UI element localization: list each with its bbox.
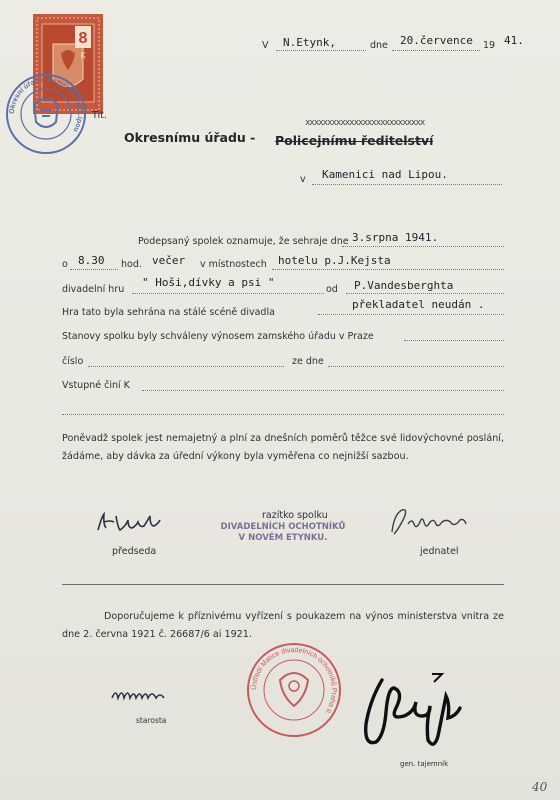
play-date-value: 3.srpna 1941. xyxy=(352,231,439,244)
extra-underline xyxy=(62,414,504,415)
admission-underline xyxy=(142,390,504,391)
society-stamp xyxy=(218,522,348,544)
location-value: Kamenici nad Lipou. xyxy=(322,168,448,181)
translator-value: překladatel neudán . xyxy=(352,298,485,311)
stamp-label: razítko spolku xyxy=(262,510,328,521)
revenue-value: 8 xyxy=(78,30,88,47)
author-underline xyxy=(346,293,504,294)
year-value: 41. xyxy=(504,34,524,47)
statutes-line: Stanovy spolku byly schváleny výnosem zamského úřadu v Praze xyxy=(62,331,374,342)
year-prefix: 19 xyxy=(483,40,496,51)
play-title-value: " Hoši,dívky a psi " xyxy=(142,276,275,289)
location-underline xyxy=(312,184,502,185)
date-prefix: dne xyxy=(370,40,388,51)
play-date-underline xyxy=(342,246,504,247)
venue-underline xyxy=(272,269,504,270)
revenue-currency: K xyxy=(80,51,86,60)
secretary-signature-icon xyxy=(384,502,494,542)
intro-text: Podepsaný spolek oznamuje, že sehraje dne xyxy=(138,236,349,247)
author-label: od xyxy=(326,284,338,295)
society-stamp-line2: V NOVÉM ETYNKU. xyxy=(238,533,328,543)
date-label: ze dne xyxy=(292,356,324,367)
time-underline xyxy=(70,269,118,270)
author-value: P.Vandesberghta xyxy=(354,279,454,292)
number-underline xyxy=(88,366,284,367)
stage-underline xyxy=(318,314,504,315)
round-red-stamp-icon xyxy=(244,640,344,740)
number-label: číslo xyxy=(62,356,84,367)
secretary-general-signature-icon xyxy=(352,660,492,760)
society-stamp-line1: DIVADELNÍCH OCHOTNÍKŮ xyxy=(220,522,346,532)
recommendation-paragraph: Doporučujeme k příznivému vyřízení s poukazem na výnos ministerstva vnitra ze dne 2. června 1921 č. 26687/6 ai 1921. xyxy=(62,611,504,640)
chair-signature-icon xyxy=(94,510,174,536)
time-prefix: o xyxy=(62,259,68,270)
play-title-underline xyxy=(132,293,324,294)
police-directorate-label: Policejnímu ředitelství xyxy=(275,133,434,148)
play-label: divadelní hru xyxy=(62,284,125,295)
time-of-day-value: večer xyxy=(152,254,186,267)
hour-label: hod. xyxy=(121,259,142,270)
secretary-general-label: gen. tajemník xyxy=(400,760,449,768)
date-value: 20.července xyxy=(400,34,473,47)
chair-label: předseda xyxy=(112,546,157,557)
section-divider xyxy=(62,584,504,585)
location-prefix: v xyxy=(300,174,306,185)
mayor-signature-icon xyxy=(108,684,178,704)
statutes-underline xyxy=(404,340,504,341)
crossed-out-marks: xxxxxxxxxxxxxxxxxxxxxxxxxxx xyxy=(305,118,425,128)
secretary-label: jednatel xyxy=(420,546,459,557)
date-underline xyxy=(392,50,480,51)
request-paragraph: Poněvadž spolek jest nemajetný a plní za dnešních poměrů těžce své lidovýchovné poslání, žádáme, aby dávka za úřední výkony byla vyměřena co nejnižší sazbou. xyxy=(62,433,504,462)
place-value: N.Etynk, xyxy=(283,36,336,49)
venue-value: hotelu p.J.Kejsta xyxy=(278,254,391,267)
place-label: v místnostech xyxy=(200,259,267,270)
title-abbrev: Tit. xyxy=(92,110,107,121)
statute-date-underline xyxy=(328,366,504,367)
office-label: Okresnímu úřadu - xyxy=(124,130,256,145)
page-mark: 40 xyxy=(532,780,548,794)
red-stamp-text: Ústředí Matice divadelních ochotníků Praha II. xyxy=(250,646,338,716)
mayor-label: starosta xyxy=(136,716,167,725)
place-underline xyxy=(276,50,366,51)
place-prefix: V xyxy=(262,40,269,51)
round-blue-stamp-icon xyxy=(4,72,88,156)
blue-stamp-text: Okresní úřad v Kamenici nad Lipou xyxy=(8,76,84,133)
time-value: 8.30 xyxy=(78,254,105,267)
admission-label: Vstupné činí K xyxy=(62,380,130,391)
stage-line: Hra tato byla sehrána na stálé scéně divadla xyxy=(62,307,275,318)
